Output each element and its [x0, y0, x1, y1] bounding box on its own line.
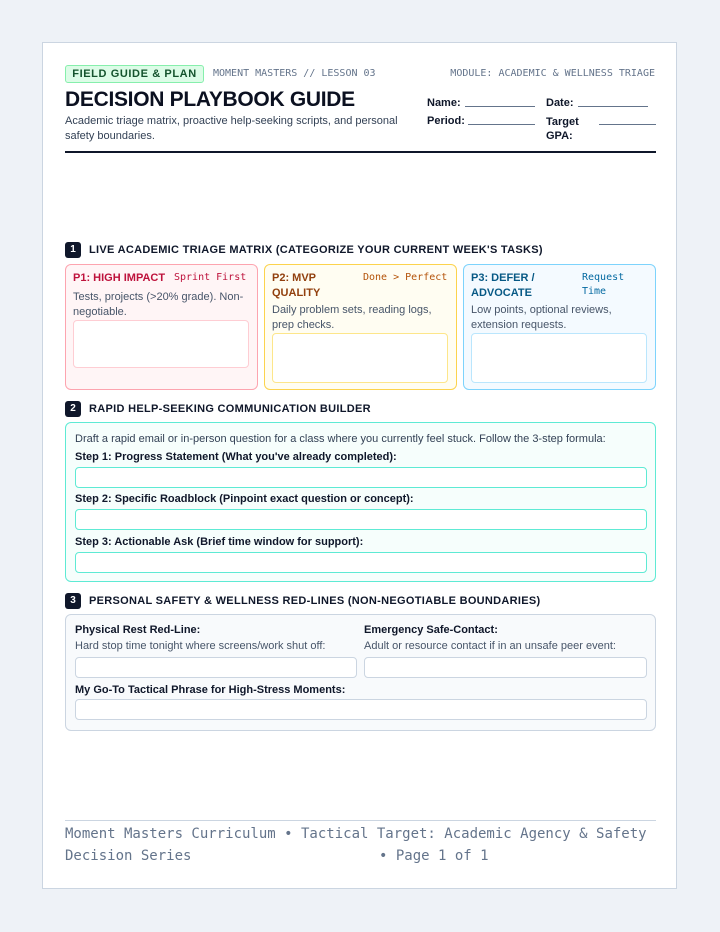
step-3-input[interactable] — [75, 552, 647, 573]
communication-builder-card — [65, 422, 656, 582]
p2-input-box[interactable] — [272, 333, 448, 383]
safe-contact-label: Emergency Safe-Contact: — [364, 624, 498, 636]
rest-redline-input[interactable] — [75, 657, 357, 678]
step-3-label: Step 3: Actionable Ask (Brief time window for support): — [75, 536, 364, 548]
period-label: Period: — [427, 115, 465, 127]
p2-title: P2: MVP QUALITY — [272, 272, 321, 299]
header-divider — [65, 151, 656, 153]
safe-contact-description: Adult or resource contact if in an unsafe peer event: — [364, 640, 616, 652]
step-2-input[interactable] — [75, 509, 647, 530]
page-subtitle: Academic triage matrix, proactive help-seeking scripts, and personal safety boundaries. — [65, 115, 398, 142]
section-2-title: RAPID HELP-SEEKING COMMUNICATION BUILDER — [89, 403, 371, 415]
field-guide-badge: FIELD GUIDE & PLAN — [65, 65, 204, 83]
footer-page-number: • Page 1 of 1 — [379, 848, 489, 864]
triage-card-p1 — [65, 264, 258, 390]
name-field[interactable] — [465, 106, 535, 107]
target-gpa-field[interactable] — [599, 124, 656, 125]
section-2-number: 2 — [65, 401, 81, 417]
footer-line-1: Moment Masters Curriculum • Tactical Target: Academic Agency & Safety — [65, 826, 647, 842]
p3-tag: Request Time — [582, 272, 625, 297]
date-field[interactable] — [578, 106, 648, 107]
safe-contact-input[interactable] — [364, 657, 647, 678]
date-label: Date: — [546, 97, 574, 109]
section-3-number: 3 — [65, 593, 81, 609]
section-1-number: 1 — [65, 242, 81, 258]
p1-input-box[interactable] — [73, 320, 249, 368]
worksheet-page — [42, 42, 677, 889]
tactical-phrase-label: My Go-To Tactical Phrase for High-Stress Moments: — [75, 684, 346, 696]
rest-redline-label: Physical Rest Red-Line: — [75, 624, 201, 636]
page-title: DECISION PLAYBOOK GUIDE — [65, 88, 355, 111]
name-label: Name: — [427, 97, 461, 109]
p3-description: Low points, optional reviews, extension requests. — [471, 304, 612, 331]
p1-description: Tests, projects (>20% grade). Non-negotiable. — [73, 291, 244, 318]
triage-card-p2 — [264, 264, 457, 390]
p3-title: P3: DEFER / ADVOCATE — [471, 272, 535, 299]
step-1-label: Step 1: Progress Statement (What you've already completed): — [75, 451, 397, 463]
footer-divider — [65, 820, 656, 821]
builder-intro: Draft a rapid email or in-person question for a class where you currently feel stuck. Follow the 3-step formula: — [75, 433, 606, 445]
p3-input-box[interactable] — [471, 333, 647, 383]
p1-tag: Sprint First — [174, 272, 247, 283]
section-3-title: PERSONAL SAFETY & WELLNESS RED-LINES (NON-NEGOTIABLE BOUNDARIES) — [89, 595, 541, 607]
module-label: MODULE: ACADEMIC & WELLNESS TRIAGE — [450, 68, 655, 79]
target-gpa-label: Target GPA: — [546, 116, 579, 142]
period-field[interactable] — [468, 124, 535, 125]
safety-redlines-card — [65, 614, 656, 731]
p2-description: Daily problem sets, reading logs, prep checks. — [272, 304, 432, 331]
step-2-label: Step 2: Specific Roadblock (Pinpoint exact question or concept): — [75, 493, 414, 505]
footer-series-label: Decision Series — [65, 848, 192, 864]
p1-title: P1: HIGH IMPACT — [73, 272, 166, 284]
step-1-input[interactable] — [75, 467, 647, 488]
section-1-title: LIVE ACADEMIC TRIAGE MATRIX (CATEGORIZE YOUR CURRENT WEEK'S TASKS) — [89, 244, 543, 256]
triage-card-p3 — [463, 264, 656, 390]
rest-redline-description: Hard stop time tonight where screens/work shut off: — [75, 640, 326, 652]
lesson-series-label: MOMENT MASTERS // LESSON 03 — [213, 68, 376, 79]
tactical-phrase-input[interactable] — [75, 699, 647, 720]
p2-tag: Done > Perfect — [363, 272, 448, 283]
